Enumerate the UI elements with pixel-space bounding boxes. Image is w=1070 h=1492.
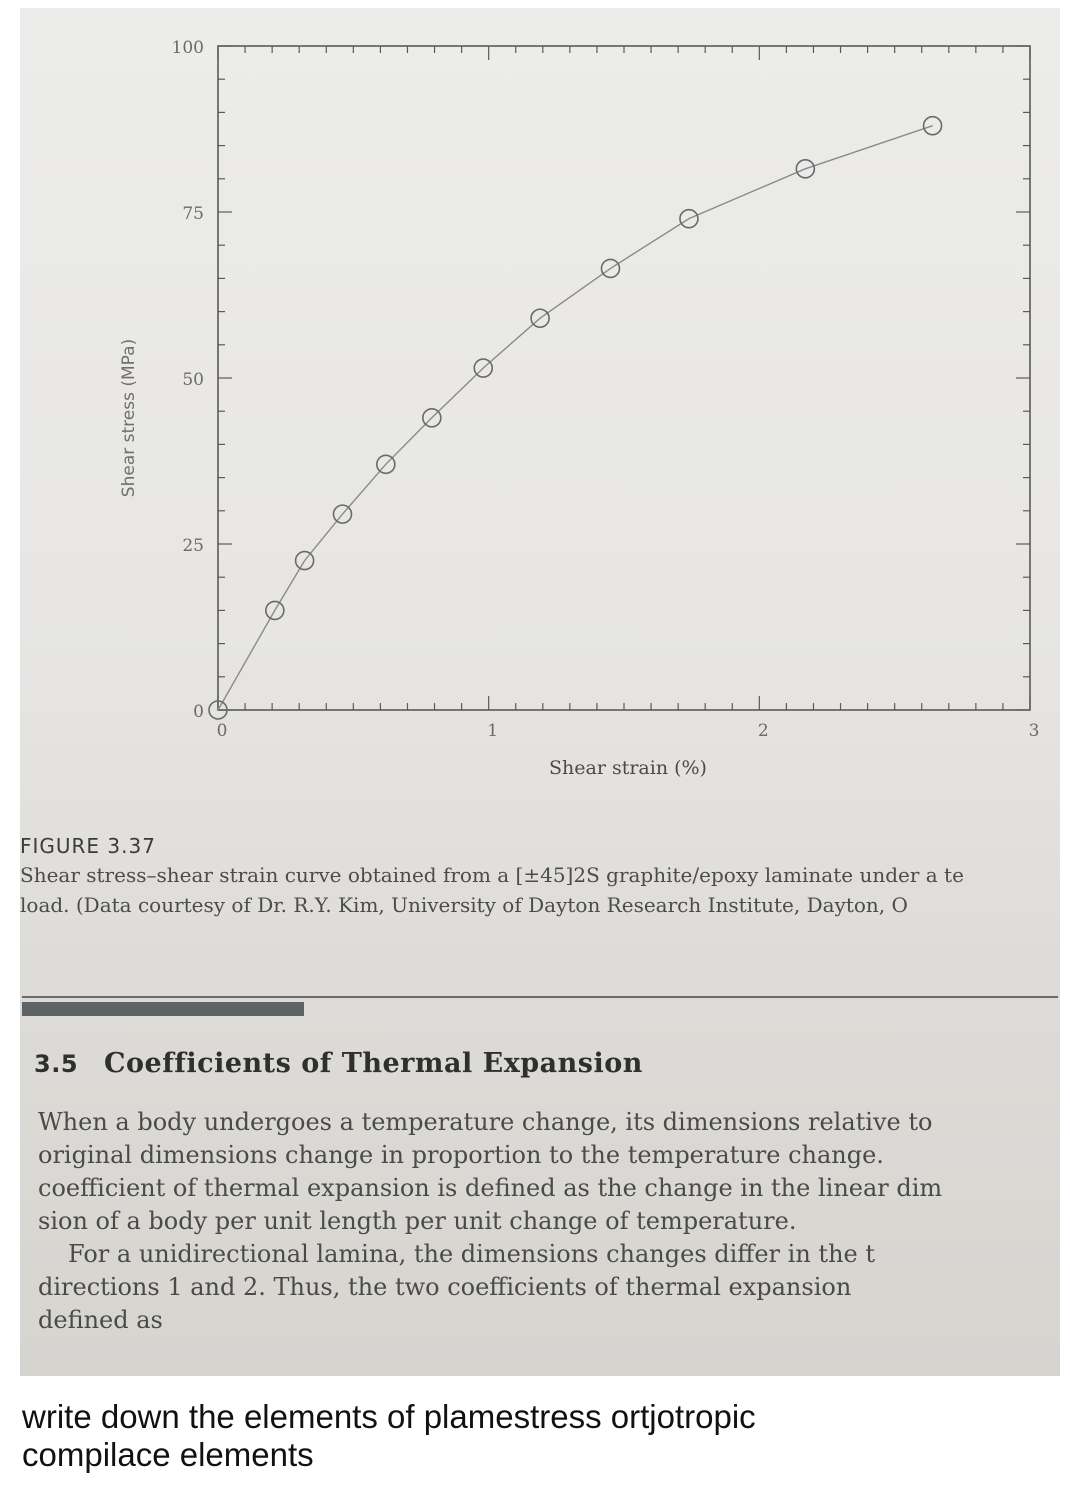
- question-line-1: write down the elements of plamestress ortjotropic: [22, 1398, 756, 1435]
- x-axis-label: Shear strain (%): [549, 757, 707, 779]
- figure-caption: [20, 860, 1056, 920]
- x-tick-label: 0: [216, 721, 228, 741]
- section-body: [38, 1106, 1060, 1337]
- y-axis-label: Shear stress (MPa): [119, 338, 139, 498]
- plot-frame: [218, 46, 1030, 710]
- y-tick-label: 0: [193, 702, 204, 722]
- x-tick-label: 2: [757, 721, 769, 741]
- section-divider: [22, 996, 1058, 998]
- y-tick-label: 75: [182, 204, 204, 224]
- x-tick-label: 3: [1028, 721, 1040, 741]
- caption-line-2: load. (Data courtesy of Dr. R.Y. Kim, University of Dayton Research Institute, Dayton, O: [20, 893, 908, 917]
- section-title: Coefficients of Thermal Expansion: [104, 1048, 643, 1079]
- x-tick-label: 1: [487, 721, 499, 741]
- body-line: When a body undergoes a temperature change, its dimensions relative to: [38, 1108, 933, 1136]
- section-heading: [34, 1048, 643, 1079]
- shear-stress-strain-chart: [20, 8, 1060, 828]
- body-line: For a unidirectional lamina, the dimensions changes differ in the t: [68, 1240, 875, 1268]
- body-line: original dimensions change in proportion to the temperature change.: [38, 1141, 884, 1169]
- question-text: [22, 1398, 1052, 1474]
- body-line: coefficient of thermal expansion is defined as the change in the linear dim: [38, 1174, 943, 1202]
- caption-line-1: Shear stress–shear strain curve obtained from a [±45]2S graphite/epoxy laminate under a te: [20, 863, 964, 887]
- y-tick-label: 50: [182, 370, 204, 390]
- body-line: defined as: [38, 1306, 163, 1334]
- question-line-2: compilace elements: [22, 1436, 314, 1473]
- textbook-photo: [20, 8, 1060, 1376]
- body-line: sion of a body per unit length per unit change of temperature.: [38, 1207, 797, 1235]
- y-tick-label: 100: [171, 38, 204, 58]
- section-number: 3.5: [34, 1050, 79, 1078]
- series-line: [218, 126, 933, 710]
- body-line: directions 1 and 2. Thus, the two coefficients of thermal expansion: [38, 1273, 852, 1301]
- section-divider-bar: [22, 1002, 304, 1016]
- figure-label: FIGURE 3.37: [20, 834, 156, 858]
- y-tick-label: 25: [182, 536, 204, 556]
